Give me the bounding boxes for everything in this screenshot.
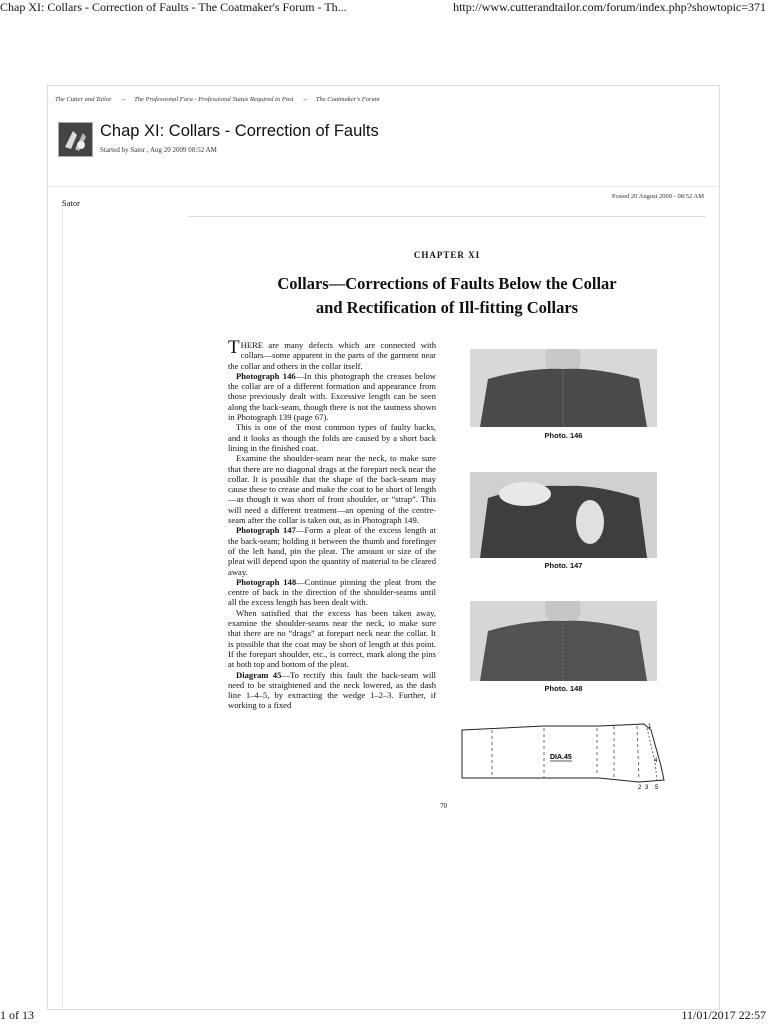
page-title: Chap XI: Collars - Correction of Faults xyxy=(100,122,379,140)
paragraph-label: Photograph 146 xyxy=(236,370,296,381)
photo-caption: Photo. 146 xyxy=(544,431,583,440)
coat-back-image xyxy=(470,349,657,427)
chapter-title-line: and Rectification of Ill-fitting Collars xyxy=(315,298,579,317)
paragraph: When satisfied that the excess has been taken away, examine the shoulder-seams near the neck, to make sure that there are no “drags” at forepart neck near the collar. It is possible that the coat may be short of length at this point. If the forepart shoulder, etc., is correct, mark along the pins at both top and bottom of the pleat. xyxy=(228,607,436,670)
post-date: Posted 20 August 2009 - 08:52 AM xyxy=(611,193,704,200)
breadcrumb-item[interactable]: The Coatmaker's Forum xyxy=(315,96,380,103)
paragraph: Photograph 147—Form a pleat of the excess length at the back-seam; holding it between the thumb and forefinger of the left hand, pin the pleat. The amount or size of the pleat will depend upon the quantity of material to be cleared away. xyxy=(228,525,436,577)
chapter-title xyxy=(188,272,706,320)
paragraph-label: Diagram 45 xyxy=(236,669,282,680)
chapter-title-line: Collars—Corrections of Faults Below the Collar xyxy=(277,274,617,293)
photo-146 xyxy=(470,349,657,427)
breadcrumb-separator: → xyxy=(301,96,308,103)
diagram-number: 3 xyxy=(645,785,649,791)
topic-meta: Started by Sator , Aug 20 2009 08:52 AM xyxy=(100,146,217,154)
paragraph-label: Photograph 148 xyxy=(236,576,297,587)
breadcrumb xyxy=(55,96,379,103)
divider xyxy=(47,186,720,187)
paragraph: Examine the shoulder-seam near the neck, to make sure that there are no diagonal drags at the forepart neck near the collar. It is possible that the shape of the back-seam may cause these to crease and make the coat to be short of length —as though it was short of front shoulder, or “strap”. This will need a different treatment—an opening of the centre-seam after the collar is taken out, as in Photograph 149. xyxy=(228,453,436,526)
avatar-image xyxy=(59,123,92,156)
diagram-number: 4 xyxy=(654,758,658,764)
paragraph: Diagram 45—To rectify this fault the back-seam will need to be straightened and the neck lowered, as the dash line 1–4–5, by extracting the wedge 1–2–3. Further, if working to a fixed xyxy=(228,669,436,711)
chapter-heading: CHAPTER XI xyxy=(413,250,481,260)
diagram-45 xyxy=(459,718,671,796)
print-header-url: http://www.cutterandtailor.com/forum/index.php?showtopic=371 xyxy=(453,0,766,14)
breadcrumb-separator: → xyxy=(119,96,127,103)
breadcrumb-item[interactable]: The Cutter and Tailor xyxy=(55,96,112,103)
diagram-number: 2 xyxy=(638,785,642,791)
body-text xyxy=(228,337,436,711)
avatar[interactable] xyxy=(58,122,93,157)
photo-caption: Photo. 147 xyxy=(544,561,583,570)
photo-148 xyxy=(470,601,657,679)
photo-caption: Photo. 148 xyxy=(544,684,583,693)
page-number: 70 xyxy=(440,802,447,810)
print-footer-page-count: 1 of 13 xyxy=(0,1008,34,1022)
diagram-number: 5 xyxy=(655,785,659,791)
drop-cap: T xyxy=(228,337,240,358)
print-header-title: Chap XI: Collars - Correction of Faults - The Coatmaker's Forum - Th... xyxy=(0,0,347,14)
paragraph: THERE are many defects which are connected with collars—some apparent in the parts of the garment near the collar and others in the collar itself. xyxy=(228,337,436,371)
breadcrumb-item[interactable]: The Professional Fora - Professional Status Required to Post xyxy=(134,96,294,103)
coat-back-pinning-image xyxy=(470,472,657,558)
paragraph: Photograph 148—Continue pinning the pleat from the centre of back in the direction of the shoulder-seams until all the excess length has been dealt with. xyxy=(228,576,436,608)
diagram-number: 1 xyxy=(648,724,652,730)
paragraph: Photograph 146—In this photograph the creases below the collar are of a different formation and appearance from those previously dealt with. Excessive length can be seen along the back-seam, though there is not the tautness shown in Photograph 139 (page 67). xyxy=(228,370,436,423)
print-footer-datetime: 11/01/2017 22:57 xyxy=(681,1008,766,1022)
coat-back-pinned-image xyxy=(470,601,657,681)
paragraph-label: Photograph 147 xyxy=(236,525,296,536)
post-author[interactable]: Sator xyxy=(62,198,80,208)
paragraph: This is one of the most common types of faulty backs, and it looks as though the folds are caused by a short back lining in the finished coat. xyxy=(228,422,436,453)
diagram-label: DIA.45 xyxy=(550,754,572,761)
photo-147 xyxy=(470,472,657,550)
post-column-divider xyxy=(62,200,63,1010)
divider xyxy=(188,216,706,217)
